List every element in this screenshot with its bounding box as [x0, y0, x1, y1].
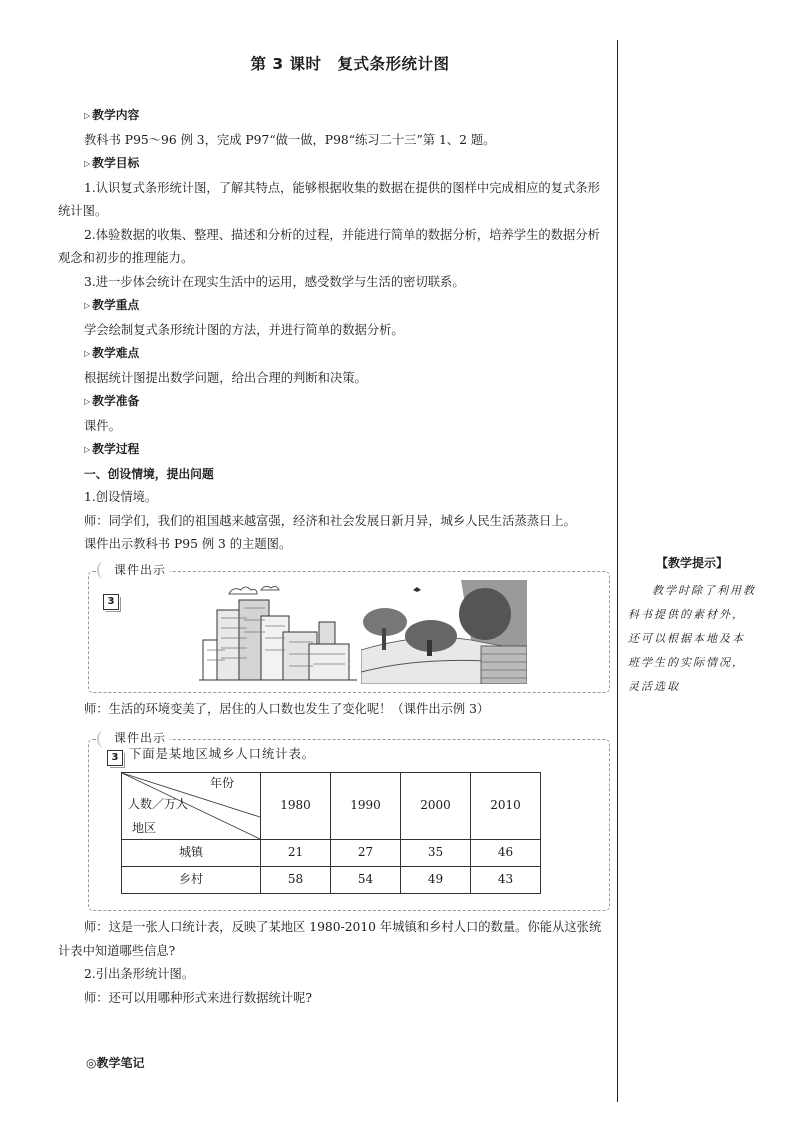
teacher-line-3: 师：这是一张人口统计表，反映了某地区 1980-2010 年城镇和乡村人口的数量。你能从这张统计表中知道哪些信息? — [58, 920, 602, 958]
table-value-cell: 27 — [331, 840, 401, 867]
table-value-cell: 46 — [471, 840, 541, 867]
content-text: 教科书 P95～96 例 3，完成 P97“做一做，P98“练习二十三”第 1、2 题。 — [84, 132, 496, 147]
courseware-box-table — [88, 731, 610, 911]
show-line-1: 课件出示教科书 P95 例 3 的主题图。 — [84, 537, 292, 551]
header-year-label: 年份 — [210, 776, 235, 790]
courseware-badge: 课件出示 — [97, 729, 170, 748]
triangle-icon: ▷ — [84, 159, 91, 168]
courseware-box-illustration — [88, 562, 610, 693]
table-value-cell: 54 — [331, 867, 401, 894]
key-text: 学会绘制复式条形统计图的方法，并进行简单的数据分析。 — [84, 322, 404, 337]
part1-heading: 一、创设情境，提出问题 — [84, 466, 214, 481]
step-1: 1.创设情境。 — [84, 490, 158, 504]
prep-text: 课件。 — [84, 418, 121, 433]
population-table — [121, 772, 541, 894]
section-heading-difficulty: ▷ 教学难点 — [84, 346, 140, 360]
teaching-tip-sidebar — [628, 554, 756, 699]
countryside-illustration — [361, 580, 527, 684]
table-year-header: 1980 — [261, 773, 331, 840]
badge-arc-icon — [97, 730, 111, 748]
section-heading-prep: ▷ 教学准备 — [84, 394, 140, 408]
teacher-line-2: 师：生活的环境变美了，居住的人口数也发生了变化呢！（课件出示例 3） — [84, 701, 490, 716]
table-value-cell: 21 — [261, 840, 331, 867]
triangle-icon: ▷ — [84, 301, 91, 310]
table-row — [122, 840, 541, 867]
table-year-header: 1990 — [331, 773, 401, 840]
sidebar-title: 【教学提示】 — [655, 556, 728, 570]
main-content — [58, 104, 610, 1010]
teaching-notes-label: ◎教学笔记 — [86, 1056, 145, 1070]
badge-arc-icon — [97, 561, 111, 579]
goal-1: 1.认识复式条形统计图，了解其特点，能够根据收集的数据在提供的图样中完成相应的复式条形统计图。 — [58, 180, 600, 218]
example-number-badge: 3 — [103, 594, 119, 610]
teacher-line-1: 师：同学们，我们的祖国越来越富强，经济和社会发展日新月异，城乡人民生活蒸蒸日上。 — [84, 513, 576, 528]
table-value-cell: 49 — [401, 867, 471, 894]
table-region-cell: 城镇 — [122, 840, 261, 867]
section-heading-key: ▷ 教学重点 — [84, 298, 140, 312]
section-heading-goals: ▷ 教学目标 — [84, 156, 140, 170]
table-year-header: 2000 — [401, 773, 471, 840]
step-2: 2.引出条形统计图。 — [84, 967, 195, 981]
page-title: 第 3 课时 复式条形统计图 — [250, 55, 450, 73]
header-region-label: 地区 — [132, 821, 157, 835]
sidebar-text: 教学时除了利用教科书提供的素材外，还可以根据本地及本班学生的实际情况，灵活选取 — [628, 584, 756, 693]
courseware-badge: 课件出示 — [97, 561, 170, 580]
goal-2: 2.体验数据的收集、整理、描述和分析的过程，并能进行简单的数据分析，培养学生的数据分析观念和初步的推理能力。 — [58, 227, 600, 265]
table-diagonal-header — [122, 773, 261, 840]
table-value-cell: 58 — [261, 867, 331, 894]
table-header-row — [122, 773, 541, 840]
triangle-icon: ▷ — [84, 397, 91, 406]
city-buildings-illustration — [199, 582, 359, 684]
goal-3: 3.进一步体会统计在现实生活中的运用，感受数学与生活的密切联系。 — [84, 274, 465, 289]
triangle-icon: ▷ — [84, 445, 91, 454]
section-heading-process: ▷ 教学过程 — [84, 442, 140, 456]
example-caption: 下面是某地区城乡人口统计表。 — [129, 747, 316, 761]
table-year-header: 2010 — [471, 773, 541, 840]
triangle-icon: ▷ — [84, 349, 91, 358]
section-heading-content: ▷ 教学内容 — [84, 108, 140, 122]
triangle-icon: ▷ — [84, 111, 91, 120]
table-value-cell: 43 — [471, 867, 541, 894]
margin-divider-line — [617, 40, 618, 1102]
table-value-cell: 35 — [401, 840, 471, 867]
header-people-label: 人数／万人 — [128, 797, 189, 811]
difficulty-text: 根据统计图提出数学问题，给出合理的判断和决策。 — [84, 370, 367, 385]
example-number-badge: 3 — [107, 750, 123, 766]
teacher-line-4: 师：还可以用哪种形式来进行数据统计呢? — [84, 990, 312, 1005]
table-region-cell: 乡村 — [122, 867, 261, 894]
table-row — [122, 867, 541, 894]
